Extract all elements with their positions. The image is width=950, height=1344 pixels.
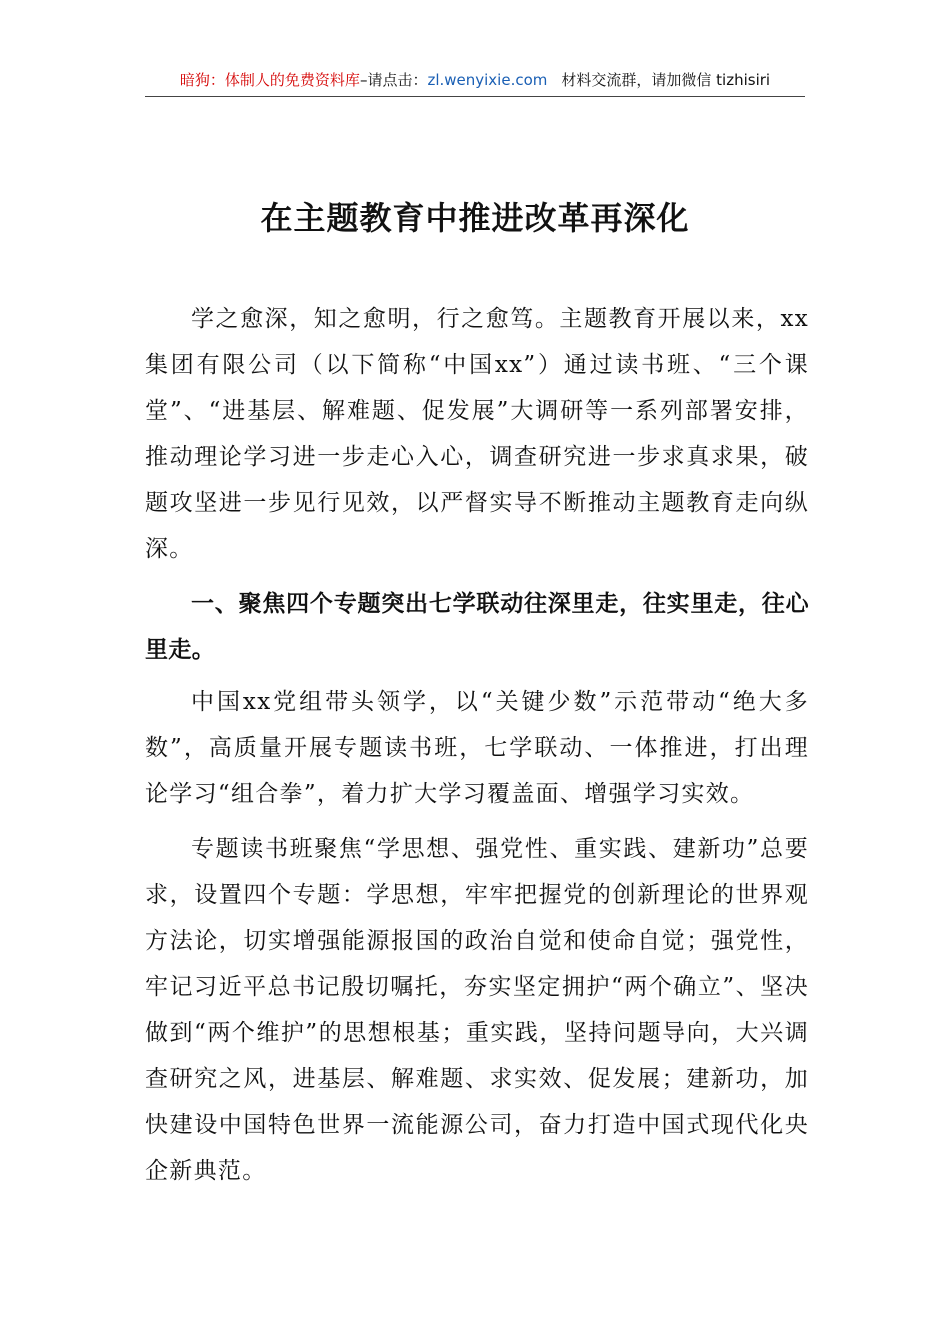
body-paragraph-1: 中国xx党组带头领学，以“关键少数”示范带动“绝大多数”，高质量开展专题读书班，七学联动、一体推进，打出理论学习“组合拳”，着力扩大学习覆盖面、增强学习实效。 [145, 689, 809, 807]
header-prompt: –请点击： [359, 71, 428, 89]
intro-paragraph: 学之愈深，知之愈明，行之愈笃。主题教育开展以来，xx集团有限公司（以下简称“中国xx”）通过读书班、“三个课堂”、“进基层、解难题、促发展”大调研等一系列部署安排，推动理论学习进一步走心入心，调查研究进一步求真求果，破题攻坚进一步见行见效，以严督实导不断推动主题教育走向纵深。 [145, 306, 809, 562]
header-contact: 材料交流群，请加微信 tizhisiri [561, 71, 771, 89]
body-paragraph-2: 专题读书班聚焦“学思想、强党性、重实践、建新功”总要求，设置四个专题：学思想，牢牢把握党的创新理论的世界观方法论，切实增强能源报国的政治自觉和使命自觉；强党性，牢记习近平总书记殷切嘱托，夯实坚定拥护“两个确立”、坚决做到“两个维护”的思想根基；重实践，坚持问题导向，大兴调查研究之风，进基层、解难题、求实效、促发展；建新功，加快建设中国特色世界一流能源公司，奋力打造中国式现代化央企新典范。 [145, 836, 809, 1184]
section-heading-1: 一、聚焦四个专题突出七学联动往深里走，往实里走，往心里走。 [145, 591, 809, 663]
document-title: 在主题教育中推进改革再深化 [260, 199, 690, 237]
header-brand: 暗狗：体制人的免费资料库 [179, 71, 360, 89]
header-link[interactable]: zl.wenyixie.com [427, 71, 548, 89]
header-banner [145, 68, 805, 97]
document-body [145, 296, 809, 1203]
